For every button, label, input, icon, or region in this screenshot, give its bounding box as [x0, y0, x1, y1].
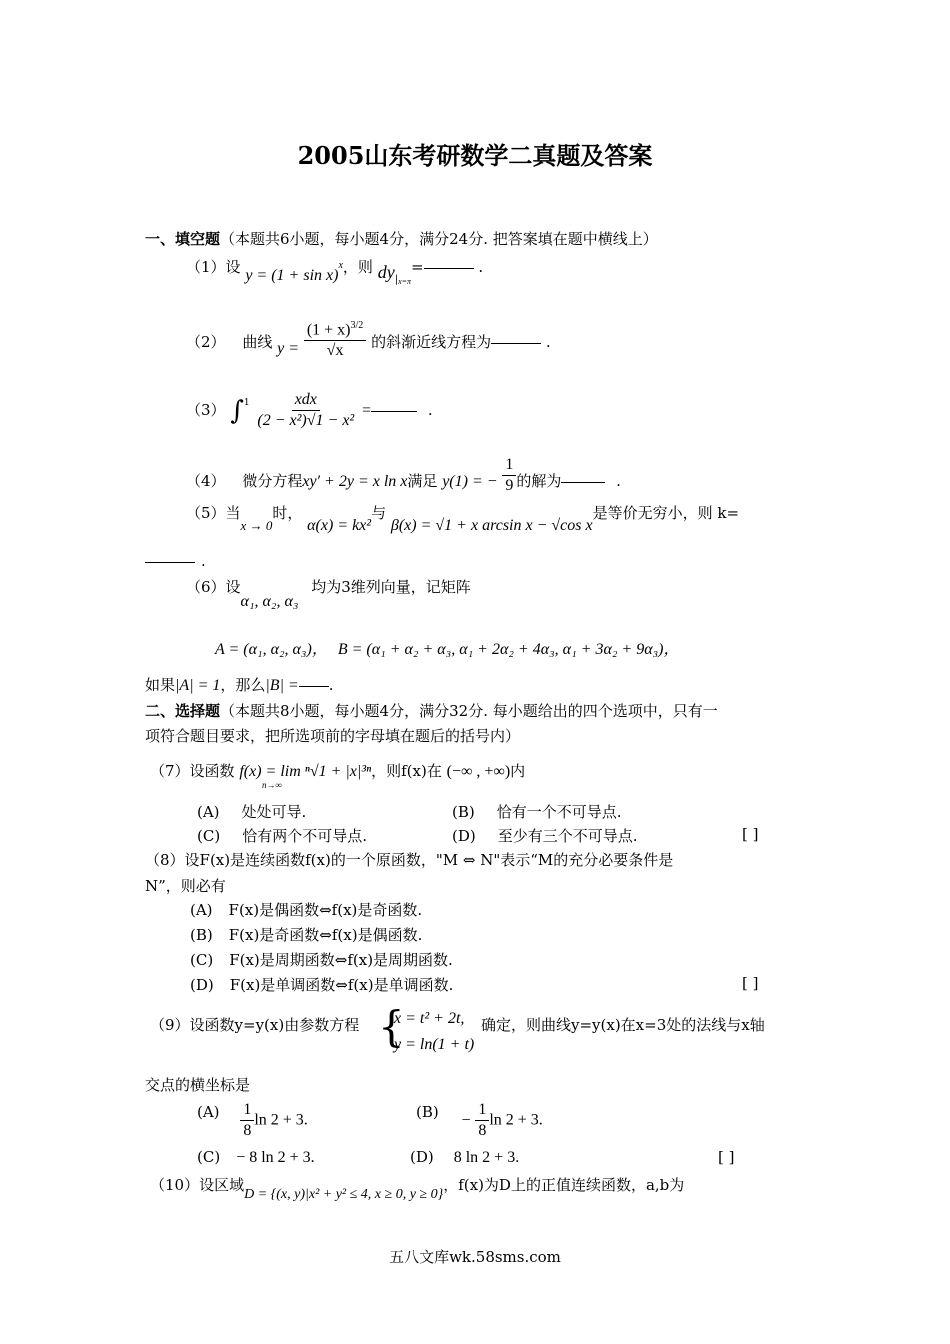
page-title: 2005山东考研数学二真题及答案 — [297, 141, 653, 170]
q9-text1: （9）设函数y=y(x)由参数方程 — [150, 1016, 360, 1034]
q6-det-a: |A| = 1 — [175, 677, 221, 694]
q7-interval: (−∞ , +∞) — [446, 763, 511, 780]
q6-det-b: |B| = — [265, 677, 299, 694]
q6-matrices — [215, 636, 680, 659]
q2-exponent: 3/2 — [350, 320, 364, 331]
q1-eval: x=π — [398, 277, 412, 286]
q7-option-a[interactable]: (A) 处处可导. — [197, 803, 307, 821]
q5-answer-line — [145, 552, 206, 570]
q9-option-b[interactable]: (B) − $\frac{1}{8}$ ln 2 + 3. — [416, 1101, 543, 1139]
q9-eq1: x = t² + 2t, — [394, 1010, 465, 1027]
q8-answer-bracket[interactable]: [ ] — [742, 974, 759, 992]
q6-if: 如果 — [145, 676, 176, 694]
q9-line2: 交点的横坐标是 — [145, 1076, 251, 1094]
q8-option-d[interactable]: (D) F(x)是单调函数⇔f(x)是单调函数. — [190, 976, 454, 994]
q5-text1: 时， — [272, 504, 303, 522]
q5-text2: 与 — [371, 504, 387, 522]
q4-text1: 微分方程 — [242, 471, 303, 490]
question-6 — [186, 576, 471, 610]
q7-limit-sub: n→∞ — [262, 780, 282, 790]
section2-heading: 二、选择题 — [145, 702, 221, 720]
q9-eq2: y = ln(1 + t) — [394, 1036, 475, 1053]
q8-line2: N”，则必有 — [145, 877, 226, 895]
q9-option-c[interactable]: (C) − 8 ln 2 + 3. — [197, 1148, 315, 1166]
q2-lhs: y = — [277, 339, 300, 357]
question-7 — [150, 760, 525, 781]
q6-number: （6）设 — [186, 578, 241, 596]
q4-text3: 的解为 — [516, 471, 562, 490]
q4-equation: xy′ + 2y = x ln x — [302, 472, 408, 490]
section1-header — [145, 228, 658, 249]
q6-then: ，那么 — [220, 676, 266, 694]
question-10 — [150, 1174, 685, 1202]
q4-end: . — [616, 471, 621, 490]
q4-answer-blank[interactable] — [561, 481, 605, 483]
q2-answer-blank[interactable] — [491, 342, 541, 344]
question-2 — [186, 306, 551, 360]
q6-matrix-a: A = (α₁, α₂, α₃)， — [215, 641, 328, 658]
q6-matrix-b: B = (α₁ + α₂ + α₃, α₁ + 2α₂ + 4α₃, α₁ + 3α₂ + 9α₃)， — [337, 641, 680, 658]
q8-option-b[interactable]: (B) F(x)是奇函数⇔f(x)是偶函数. — [190, 926, 423, 944]
question-9 — [150, 1014, 359, 1035]
q2-number: （2） — [186, 332, 226, 351]
q6-end: . — [328, 676, 334, 694]
q7-number: （7）设函数 — [150, 762, 235, 780]
q1-answer-blank[interactable] — [424, 267, 474, 269]
q7-end: 内 — [510, 762, 526, 780]
q5-number: （5）当 — [186, 504, 241, 522]
q6-text: 均为3维列向量，记矩阵 — [311, 578, 471, 596]
q1-dy: dy — [377, 262, 395, 282]
q2-text: 的斜渐近线方程为 — [371, 332, 492, 351]
q1-end: . — [478, 258, 484, 276]
question-3 — [186, 384, 433, 429]
q6-condition — [145, 674, 334, 695]
q7-option-c[interactable]: (C) 恰有两个不可导点. — [197, 827, 367, 845]
q7-answer-bracket[interactable]: [ ] — [742, 825, 759, 843]
q10-text1: （10）设区域 — [150, 1176, 245, 1194]
section1-heading: 一、填空题 — [145, 230, 221, 248]
integral-sign: ∫ — [230, 395, 244, 426]
q3-fraction: $\frac{\text{xdx}}{\text{(2 − x²)√1 − x²}}$ — [257, 391, 355, 429]
q6-vectors: α₁, α₂, α₃ — [240, 593, 299, 610]
q2-end: . — [545, 332, 551, 351]
q4-fraction: $\frac{1}{9}$ — [502, 455, 516, 496]
q4-number: （4） — [186, 471, 226, 490]
q9-text2: 确定，则曲线y=y(x)在x=3处的法线与x轴 — [481, 1016, 765, 1034]
q1-mid: ，则 — [342, 258, 373, 276]
q3-eq: = — [362, 401, 372, 419]
q8-option-a[interactable]: (A) F(x)是偶函数⇔f(x)是奇函数. — [190, 901, 423, 919]
section2-desc2: 项符合题目要求，把所选项前的字母填在题后的括号内） — [145, 727, 521, 745]
q5-text3: 是等价无穷小，则 k= — [592, 504, 740, 522]
q4-text2: 满足 — [407, 471, 438, 490]
q9-brace: { — [378, 1002, 405, 1051]
question-4 — [186, 455, 621, 496]
q10-text2: ，f(x)为D上的正值连续函数，a,b为 — [443, 1176, 685, 1194]
section1-desc: （本题共6小题，每小题4分，满分24分. 把答案填在题中横线上） — [220, 230, 658, 248]
q7-option-d[interactable]: (D) 至少有三个不可导点. — [452, 827, 638, 845]
section2-desc1: （本题共8小题，每小题4分，满分32分. 每小题给出的四个选项中，只有一 — [220, 702, 718, 720]
q1-exponent: x — [338, 260, 343, 271]
question-1: （1）设 $y = (1 + \sin x)^x$，则 $dy_{|x=\pi}=$ . — [186, 258, 484, 286]
q3-number: （3） — [186, 400, 226, 419]
q5-answer-blank[interactable] — [145, 561, 195, 563]
q5-end: . — [201, 552, 206, 570]
q7-formula: f(x) = lim ⁿ√1 + |x|³ⁿ — [239, 763, 372, 780]
q4-condition: y(1) = − — [442, 472, 498, 490]
q7-text: ，则f(x)在 — [371, 762, 442, 780]
q1-number: （1）设 — [186, 258, 241, 276]
q3-upper: 1 — [243, 397, 250, 408]
q1-eq: = — [411, 258, 424, 276]
q8-option-c[interactable]: (C) F(x)是周期函数⇔f(x)是周期函数. — [190, 951, 453, 969]
q2-label: 曲线 — [242, 332, 273, 351]
q1-formula: y = (1 + sin x) — [245, 267, 339, 284]
question-5 — [186, 502, 740, 534]
q10-domain: D = {(x, y)|x² + y² ≤ 4, x ≥ 0, y ≥ 0} — [244, 1187, 444, 1202]
q5-limit: x → 0 — [240, 518, 273, 533]
q5-beta: β(x) = √1 + x arcsin x − √cos x — [390, 517, 593, 534]
q9-answer-bracket[interactable]: [ ] — [718, 1148, 735, 1166]
q2-fraction: $\frac{(1 + x)^{3/2}}{√x}$ — [304, 316, 366, 361]
q3-answer-blank[interactable] — [371, 410, 417, 412]
q9-option-d[interactable]: (D) 8 ln 2 + 3. — [410, 1148, 520, 1166]
q5-alpha: α(x) = kx² — [307, 517, 372, 534]
q6-answer-blank[interactable] — [299, 685, 329, 687]
q8-line1: （8）设F(x)是连续函数f(x)的一个原函数，"M ⇔ N"表示“M的充分必要条件是 — [145, 851, 674, 869]
section2-header — [145, 700, 718, 721]
q3-end: . — [427, 400, 433, 419]
footer-watermark: 五八文库wk.58sms.com — [389, 1248, 561, 1266]
q7-option-b[interactable]: (B) 恰有一个不可导点. — [452, 803, 622, 821]
q9-option-a[interactable]: (A) $\frac{1}{8}$ ln 2 + 3. — [197, 1101, 308, 1139]
